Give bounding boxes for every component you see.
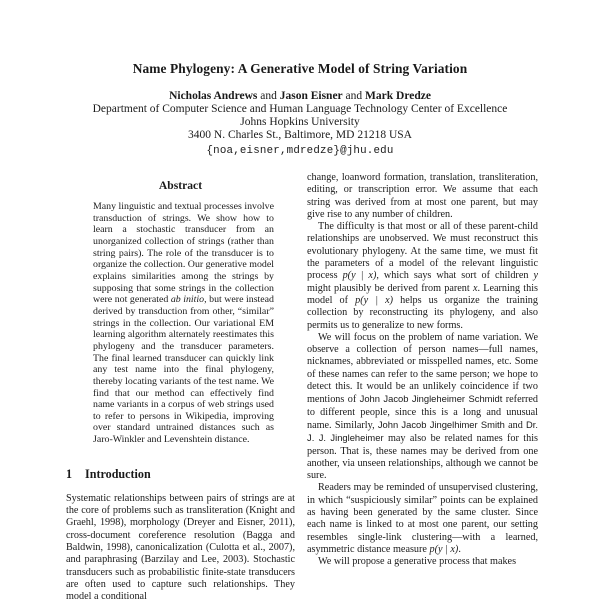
affiliation-department: Department of Computer Science and Human Language Technology Center of Excellence	[92, 103, 508, 115]
text-run: p(y | x)	[355, 294, 394, 306]
text-run: p(y | x)	[429, 543, 459, 555]
section-heading-introduction	[66, 467, 295, 481]
paper-title: Name Phylogeny: A Generative Model of String Variation	[132, 61, 468, 76]
abstract-body	[66, 201, 295, 446]
paragraph	[307, 221, 538, 332]
paragraph	[307, 482, 538, 556]
text-run: x	[472, 282, 478, 294]
text-run: .	[458, 543, 461, 555]
section-title: Introduction	[85, 466, 151, 481]
text-run: helps us organize the training collection by reconstructing its phylogeny, and also permits us to generalize to new forms.	[307, 294, 538, 331]
text-run: may also be related names for this person. That is, these names may be derived from one another, via unseen relationships, although we cannot be sure.	[307, 433, 538, 482]
left-column	[66, 179, 295, 603]
text-run: change, loanword formation, translation, transliteration, editing, or transcription error. We assume that each string was derived from at most one parent, but may give rise to any number of children.	[307, 172, 538, 220]
right-column	[307, 172, 538, 569]
text-run: , but were instead derived by transduction from other, “similar” strings in the collection. Our variational EM learning algorithm alternately reestimates this phylogeny and the transducer parameters. The final learned transducer can quickly link any test name into the final phylogeny, thereby locating variants of the test name. We find that our method can effectively find name variants in a corpus of web strings used to refer to persons in Wikipedia, improving over standard untrained distances such as Jaro-Winkler and Levenshtein distance.	[93, 294, 274, 446]
text-run: John Jacob Jingelhimer Smith	[377, 418, 505, 430]
text-run: Jason Eisner	[279, 90, 343, 102]
introduction-text	[66, 493, 295, 603]
affiliation-university: Johns Hopkins University	[240, 116, 360, 129]
text-run: and	[257, 90, 280, 102]
authors-line	[0, 90, 600, 103]
section-number: 1	[66, 466, 73, 481]
paragraph	[307, 172, 538, 221]
paragraph	[307, 332, 538, 483]
text-run: We will focus on the problem of name variation. We observe a collection of person names—full names, nicknames, abbreviated or misspelled names, etc. Some of these names can refer to the same person; we hope to detect this. It would be an unlikely coincidence if two mentions of	[307, 331, 538, 406]
text-run: and	[342, 90, 366, 102]
text-run: , which says what sort of children	[376, 270, 534, 282]
text-run: John Jacob Jingleheimer Schmidt	[359, 393, 503, 405]
text-run: might plausibly be derived from parent	[307, 282, 473, 294]
text-run: and	[504, 419, 526, 431]
text-run: Nicholas Andrews	[169, 90, 258, 102]
abstract-heading: Abstract	[158, 179, 203, 192]
text-run: Readers may be reminded of unsupervised clustering, in which “suspiciously similar” points can be explained as having been generated by the same cluster. Since each name is linked to at most one parent, our setting resembles single-link clustering—with a learned, asymmetric distance measure	[307, 482, 538, 555]
text-run: Systematic relationships between pairs of strings are at the core of problems such as transliteration (Knight and Graehl, 1998), morphology (Dreyer and Eisner, 2011), cross-document coreference resolution (Bagga and Baldwin, 1998), canonicalization (Culotta et al., 2007), and paraphrasing (Barzilay and Lee, 2003). Stochastic transducers such as probabilistic finite-state transducers are often used to capture such relationships. They model a conditional	[66, 492, 295, 603]
text-run: Dr. J. J. Jingleheimer	[307, 418, 538, 444]
text-run: Many linguistic and textual processes involve transduction of strings. We show how to learn a stochastic transducer from an unorganized collection of strings (rather than string pairs). The role of the transducer is to organize the collection. Our generative model explains similarities among the strings by supposing that some strings in the collection were not generated	[93, 201, 274, 306]
paragraph	[66, 493, 295, 603]
paper-header	[0, 61, 600, 158]
text-run: ab initio	[170, 294, 205, 306]
paragraph	[307, 556, 538, 568]
text-run: y	[533, 270, 538, 282]
text-run: . Learning this model of	[307, 282, 538, 306]
text-run: We will propose a generative process that makes	[318, 556, 517, 568]
text-run: Mark Dredze	[365, 90, 431, 102]
text-run: The difficulty is that most or all of these parent-child relationships are unobserved. We must reconstruct this evolutionary phylogeny. At the same time, we must fit the parameters of a model of the relevant linguistic process	[307, 221, 538, 282]
text-run: p(y | x)	[342, 270, 377, 282]
affiliation-address: 3400 N. Charles St., Baltimore, MD 21218 USA	[188, 129, 412, 142]
email-line: {noa,eisner,mdredze}@jhu.edu	[206, 144, 394, 157]
text-run: referred to different people, since this is a long and unusual name. Similarly,	[307, 394, 538, 431]
